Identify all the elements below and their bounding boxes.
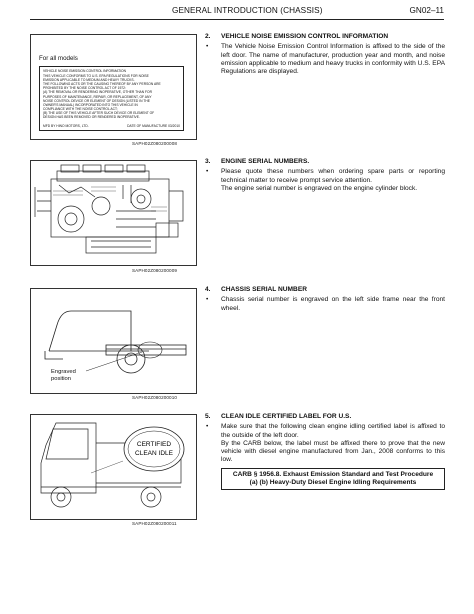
figure-code-2: SAPH02Z080200009 bbox=[132, 268, 178, 273]
carb-line-1: CARB § 1956.8. Exhaust Emission Standard and Test Procedure bbox=[232, 470, 434, 478]
figure-code-3: SAPH02Z080200010 bbox=[132, 395, 178, 400]
noise-label-line: THE FOLLOWING ACTS OR THE CAUSING THEREOF BY ANY PERSON ARE bbox=[43, 82, 161, 87]
carb-line-2: (a) (b) Heavy-Duty Diesel Engine Idling Requirements bbox=[249, 478, 417, 486]
bullet-icon: • bbox=[206, 423, 209, 431]
section-5-bullet: • Make sure that the following clean engine idling certified label is affixed to the outside of the left door. bbox=[206, 423, 445, 439]
noise-label-line: VEHICLE NOISE EMISSION CONTROL INFORMATION bbox=[43, 69, 126, 73]
noise-label-line: (A) THE REMOVAL OR RENDERING INOPERATIVE, OTHER THAN FOR bbox=[43, 90, 152, 95]
caption-all-models: For all models bbox=[39, 55, 78, 62]
figure-chassis bbox=[30, 288, 197, 394]
badge-clean-idle-text: CLEAN IDLE bbox=[135, 450, 173, 457]
noise-label-line: OWNER'S MANUAL) INCORPORATED INTO THIS VEHICLE IN bbox=[43, 102, 138, 107]
section-2-bullet: • The Vehicle Noise Emission Control Information is affixed to the side of the left door. The name of manufacturer, production year and month, and noise emission applicable to medium and heavy trucks in conformity with U.S. EPA Regulations are displayed. bbox=[206, 43, 445, 76]
noise-label-plate bbox=[39, 66, 184, 131]
header-rule bbox=[30, 19, 444, 20]
section-4 bbox=[205, 286, 445, 313]
section-4-title: 4. CHASSIS SERIAL NUMBER bbox=[205, 286, 307, 293]
noise-label-line: COMPLIANCE WITH THE NOISE CONTROL ACT; bbox=[43, 106, 118, 111]
section-3 bbox=[205, 158, 445, 193]
section-2 bbox=[205, 33, 445, 76]
section-5-note: By the CARB below, the label must be affixed there to prove that the new vehicle with diesel engine manufactured from Jan., 2008 conforms to this low. bbox=[221, 439, 445, 464]
section-5 bbox=[205, 413, 445, 490]
carb-reference-box bbox=[221, 468, 445, 490]
noise-label-line: THIS VEHICLE CONFORMS TO U.S. EPA REGULATIONS FOR NOISE bbox=[43, 74, 149, 79]
noise-label-line: PROHIBITED BY THE NOISE CONTROL ACT OF 1972: bbox=[43, 86, 126, 91]
engraved-position-label: Engraved position bbox=[51, 369, 76, 382]
page-header-title: GENERAL INTRODUCTION (CHASSIS) bbox=[172, 6, 323, 15]
figure-code-1: SAPH02Z080200008 bbox=[132, 141, 178, 146]
bullet-icon: • bbox=[206, 296, 209, 304]
engine-illustration bbox=[31, 161, 196, 265]
noise-label-line: (B) THE USE OF THIS VEHICLE AFTER SUCH DEVICE OR ELEMENT OF bbox=[43, 110, 155, 115]
figure-clean-idle-truck bbox=[30, 414, 197, 520]
section-2-title: 2. VEHICLE NOISE EMISSION CONTROL INFORMATION bbox=[205, 33, 389, 40]
label-date: DATE OF MANUFACTURE 03/2010 bbox=[127, 123, 180, 128]
label-manufacturer: MFD BY HINO MOTORS, LTD. bbox=[43, 123, 89, 128]
section-3-title: 3. ENGINE SERIAL NUMBERS. bbox=[205, 158, 310, 165]
section-3-bullet: • Please quote these numbers when ordering spare parts or reporting technical matter to receive prompt service attention. bbox=[206, 168, 445, 184]
section-4-bullet: • Chassis serial number is engraved on the left side frame near the front wheel. bbox=[206, 296, 445, 312]
page-number: GN02–11 bbox=[409, 6, 444, 15]
section-5-title: 5. CLEAN IDLE CERTIFIED LABEL FOR U.S. bbox=[205, 413, 352, 420]
bullet-icon: • bbox=[206, 168, 209, 176]
noise-label-text bbox=[43, 69, 180, 119]
noise-label-line: DESIGN HAS BEEN REMOVED OR RENDERED INOPERATIVE. bbox=[43, 115, 140, 120]
truck-illustration bbox=[31, 415, 196, 519]
section-3-note: The engine serial number is engraved on the engine cylinder block. bbox=[221, 184, 418, 192]
noise-label-line: NOISE CONTROL DEVICE OR ELEMENT OF DESIGN (LISTED IN THE bbox=[43, 98, 150, 103]
figure-noise-emission-label bbox=[30, 34, 197, 140]
noise-label-line: EMISSION APPLICABLE TO MEDIUM AND HEAVY TRUCKS. bbox=[43, 78, 135, 83]
badge-certified-text: CERTIFIED bbox=[136, 441, 172, 448]
bullet-icon: • bbox=[206, 43, 209, 51]
figure-code-4: SAPH02Z080200011 bbox=[132, 521, 177, 526]
noise-label-line: PURPOSES OF MAINTENANCE, REPAIR, OR REPLACEMENT, OF ANY bbox=[43, 94, 152, 99]
figure-engine bbox=[30, 160, 197, 266]
